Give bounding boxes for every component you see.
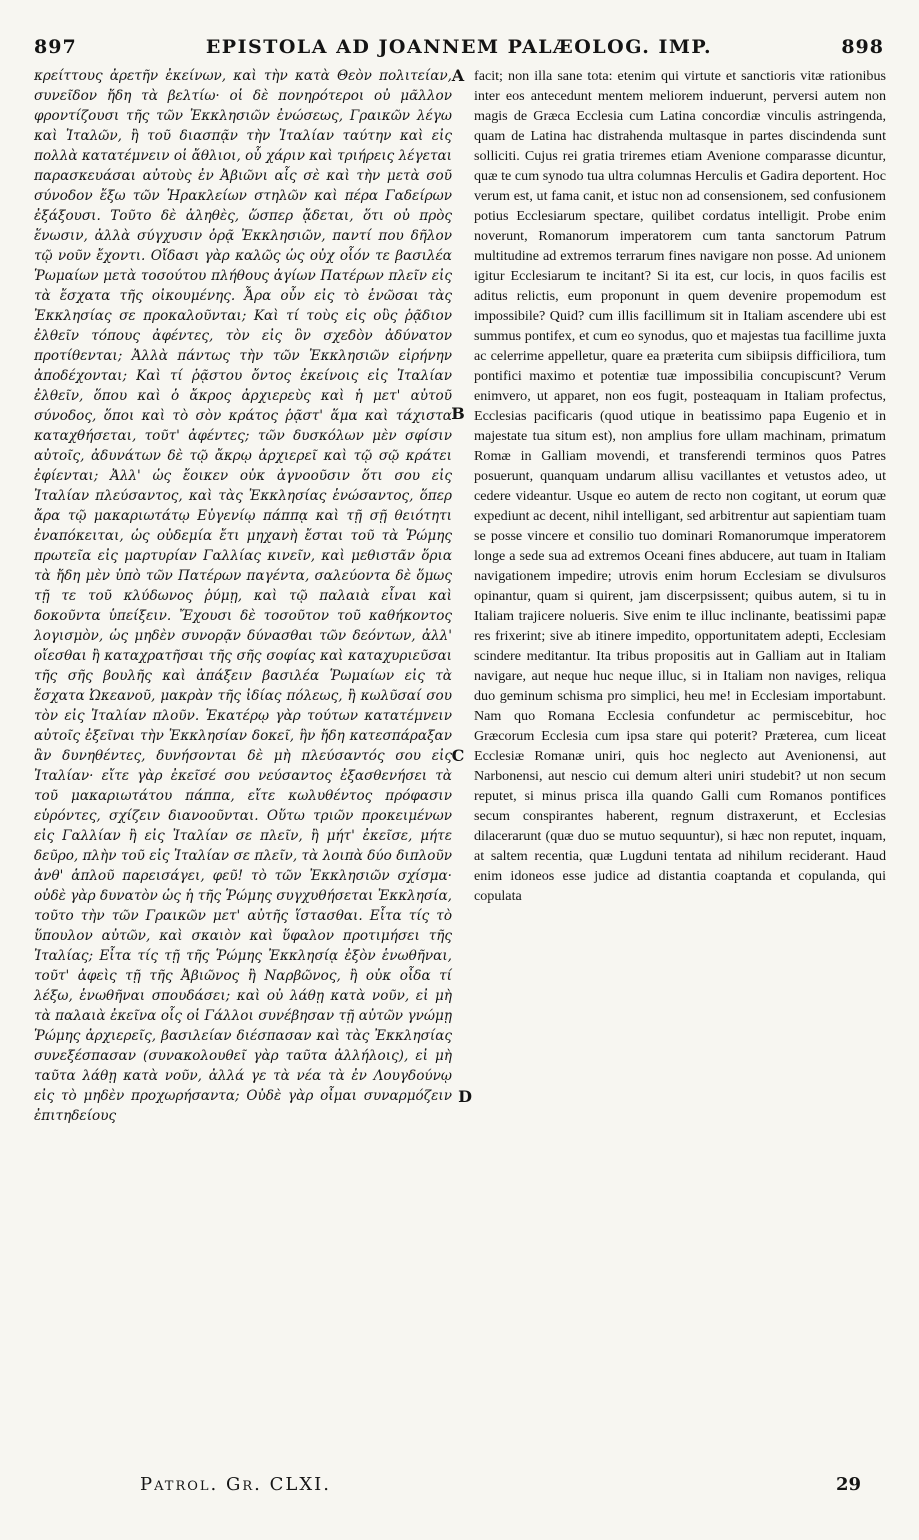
section-marker-c: C bbox=[451, 746, 465, 765]
page-number-left: 897 bbox=[34, 36, 77, 58]
running-title: EPISTOLA AD JOANNEM PALÆOLOG. IMP. bbox=[205, 36, 713, 58]
section-marker-a: A bbox=[451, 66, 465, 85]
latin-text: facit; non illa sane tota: etenim qui virtute et sanctioris vitæ rationibus inter eos antecedunt mentem meliorem induerunt, perversi autem non magis de Græca Ecclesia cum Latina concordiæ vinculis astringenda, quam de Latina hac distrahenda multasque in partes discindenda sunt solliciti. Cujus rei gratia triremes etiam Avenione comparasse dicuntur, quæ te cum synodo tua ultra columnas Herculis et Gadira deportent. Hoc verum est, ut fama canit, et istuc non ad consensionem, sed confusionem potius Ecclesiarum spectare, quilibet cordatus intelligit. Probe enim noverunt, Romanorum imperatorem cum tanta sanctorum Patrum multitudine ad extremos terrarum fines navigare non posse. Ad unionem igitur Ecclesiarum te incitant? Si ita est, cur locis, in quos facilis est aditus relictis, eum proponunt in quem devenire propemodum est impossibile? Quid? cum illis facillimum sit in Italiam ascendere ubi est summus pontifex, et cum eo synodus, quo et majestas tua facillime juxta ac celerrime appelletur, quare ea præterita cum sibiipsis difficiliora, tum pontifici maximo et potentiæ tuæ impossibilia concupiscunt? Verum enimvero, ut apparet, non eos fugit, posteaquam in Italiam profectus, Ecclesias pacificaris (quod utique in beatissimo papa Eugenio et in majestate tua situm est), non amplius fore ullam machinam, primatum Romæ in Galliam movendi, et transferendi terminos quos Patres posuerunt, quanquam undarum allisu vacillantes et vetustos adeo, ut cedere videantur. Usque eo autem de recto non cogitant, ut eorum quæ expediunt ac decent, nihil intelligant, sed arbitrentur aut sapientiam tuam se posse vincere et consilio tuo dominari Romanorumque imperatorem longe a sede sua ad extremos Oceani fines abducere, aut tuam in Italiam navigationem impedire; utrovis enim horum Ecclesiam se divulsuros opinantur, quam si quirent, jam discerpsissent; quibus autem, si tu in Italiam trajicere nolueris. Sive enim te illuc inclinante, beatissimi papæ res frixerint; sive ab itinere impedito, opportunitatem adepti, Ecclesiam scindere meditantur. Ita tribus propositis aut in Galliam aut in Italiam navigare, aut neque huc neque illuc, si in Italiam non naviges, reliqua duo geminum schisma pro simplici, heu me! in Ecclesiam importabunt. Nam quo Romana Ecclesia confundetur ac permiscebitur, hoc Græcorum Ecclesia cum ipsa stare qui poterit? Præterea, cum liceat Ecclesiæ Romanæ uniri, quis hoc neglecto aut Avenionensi, aut Narbonensi, aut nescio cui demum alteri uniri studebit? ut non secum reputet, si minus prisca illa quando Galli cum Romanos pontifices secum conspirantes haberent, regnum distraxerunt, et Ecclesias dilacerarunt (quæ duo se mutuo sequuntur), si hæc non reputet, inquam, at saltem recentia, quæ Lugduni tentata ad nihilum reciderant. Haud enim idoneos esse judice ad distantia coaptanda et copulanda, qui copulata bbox=[474, 68, 886, 904]
latin-column bbox=[474, 66, 886, 906]
footer-signature: 29 bbox=[836, 1474, 862, 1495]
section-marker-b: B bbox=[451, 404, 465, 423]
page-header bbox=[34, 34, 884, 58]
greek-text: κρείττους ἀρετῆν ἐκείνων, καὶ τὴν κατὰ Θεὸν πολιτείαν, συνεῖδον ἤδη τὰ βελτίω· οἱ δὲ πονηρότεροι οὐ μᾶλλον φροντίζουσι τῆς τῶν Ἐκκλησιῶν ἐνώσεως, Γραικῶν λέγω καὶ Ἰταλῶν, ἢ τοῦ διασπᾷν τὴν Ἰταλίαν ταύτην καὶ εἰς πολλὰ κατατέμνειν οἱ ἄθλιοι, οὗ χάριν καὶ τριήρεις λέγεται παρασκευάσαι αὐτοὺς ἐν Ἀβιῶνι αἷς σὲ καὶ τὴν μετὰ σοῦ σύνοδον ἔξω τῶν Ἡρακλείων στηλῶν καὶ πέρα Γαδείρων ἐξάξουσι. Τοῦτο δὲ ἀληθὲς, ὥσπερ ᾄδεται, ὅτι οὐ πρὸς ἕνωσιν, ἀλλὰ σύγχυσιν ὁρᾷ Ἐκκλησιῶν, παντί που δῆλον τῷ νοῦν ἔχοντι. Οἴδασι γὰρ καλῶς ὡς οὐχ οἷόν τε βασιλέα Ῥωμαίων μετὰ τοσούτου πλήθους ἁγίων Πατέρων πλεῖν εἰς τὰ ἔσχατα τῆς οἰκουμένης. Ἆρα οὖν εἰς τὸ ἑνῶσαι τὰς Ἐκκλησίας σε προκαλοῦνται; Καὶ τί τοὺς εἰς οὓς ῥᾷδιον ἐλθεῖν τόπους ἀφέντες, τὸν εἰς ὃν σχεδὸν ἀδύνατον προτίθενται; Ἀλλὰ πάντως τὴν τῶν Ἐκκλησιῶν εἰρήνην ἀποδέχονται; Καὶ τί ῥᾷστου ὄντος ἐκείνοις εἰς Ἰταλίαν ἐλθεῖν, ὅπου καὶ ὁ ἄκρος ἀρχιερεὺς καὶ ἡ μετ' αὐτοῦ σύνοδος, ὅποι καὶ τὸ σὸν κράτος ῥᾷστ' ἅμα καὶ τάχιστα καταχθήσεται, τοῦτ' ἀφέντες; τῶν δυσκόλων μὲν σφίσιν αὐτοῖς, ἀδυνάτων δὲ τῷ ἄκρῳ ἀρχιερεῖ καὶ τῷ σῷ κράτει ἐφίενται; Ἀλλ' ὡς ἔοικεν οὐκ ἀγνοοῦσιν ὅτι σου εἰς Ἰταλίαν πλεύσαντος, καὶ τὰς Ἐκκλησίας ἑνώσαντος, ὅπερ ἄρα τῷ μακαριωτάτῳ Εὐγενίῳ πάππᾳ καὶ τῇ σῇ θειότητι ἐναπόκειται, ὡς οὐδεμία ἔτι μηχανὴ ἔσται τοῦ τὰ Ῥώμης πρωτεῖα εἰς μαρτυρίαν Γαλλίας κινεῖν, καὶ μεθιστᾶν ὅρια τὰ ἤδη μὲν ὑπὸ τῶν Πατέρων παγέντα, σαλεύοντα δὲ ὅμως τῇ τε τοῦ κλύδωνος ῥύμῃ, καὶ τῷ παλαιὰ εἶναι καὶ δοκοῦντα ὑπείξειν. Ἔχουσι δὲ τοσοῦτον τοῦ καθήκοντος λογισμὸν, ὡς μηδὲν συνορᾷν δύνασθαι τῶν δεόντων, ἀλλ' οἴεσθαι ἢ καταχρατῆσαι τῆς σῆς σοφίας καὶ καταχυριεῦσαι τῆς σῆς βουλῆς καὶ ἀπάξειν βασιλέα Ῥωμαίων εἰς τὰ ἔσχατα Ὠκεανοῦ, μακρὰν τῆς ἰδίας πόλεως, ἢ κωλῦσαί σου τὸν εἰς Ἰταλίαν πλοῦν. Ἑκατέρῳ γὰρ τούτων κατατέμνειν αὐτοῖς ἐξεῖναι τὴν Ἐκκλησίαν δοκεῖ, ἣν ἤδη κατεσπάραξαν ἂν δυνηθέντες, δυνήσονται δὲ μὴ πλεύσαντός σου εἰς Ἰταλίαν· εἴτε γὰρ ἐκεῖσέ σου νεύσαντος ἐξασθενήσει τὰ τοῦ μακαριωτάτου πάππα, εἴτε κωλυθέντος πρόφασιν εὑρόντες, σχίζειν διανοοῦνται. Οὕτω τριῶν προκειμένων εἰς Γαλλίαν ἢ εἰς Ἰταλίαν σε πλεῖν, ἢ μήτ' ἐκεῖσε, μήτε δεῦρο, πλὴν τοῦ εἰς Ἰταλίαν σε πλεῖν, τὰ λοιπὰ δύο διπλοῦν ἀνθ' ἁπλοῦ παρεισάγει, φεῦ! τὸ τῶν Ἐκκλησιῶν σχίσμα· οὐδὲ γὰρ δυνατὸν ὡς ἡ τῆς Ῥώμης συγχυθήσεται Ἐκκλησία, τοῦτο τὴν τῶν Γραικῶν μετ' αὐτῆς ἵστασθαι. Εἶτα τίς τὸ ὕπουλον αὐτῶν, καὶ σκαιὸν καὶ ὕφαλον προτιμήσει τῆς Ἰταλίας; Εἶτα τίς τῇ τῆς Ῥώμης Ἐκκλησίᾳ ἐξὸν ἑνωθῆναι, τοῦτ' ἀφεὶς τῇ τῆς Ἀβιῶνος ἢ Ναρβῶνος, ἢ οὐκ οἶδα τί λέξω, ἑνωθῆναι σπουδάσει; καὶ οὐ λάθῃ κατὰ νοῦν, εἰ μὴ τὰ παλαιὰ ἐκεῖνα οἷς οἱ Γάλλοι συνέβησαν τῇ αὐτῶν γνώμῃ Ῥώμης ἀρχιερεῖς, βασιλείαν διέσπασαν καὶ τὰς Ἐκκλησίας συνεξέσπασαν (συνακολουθεῖ γὰρ ταῦτα ἀλλήλοις), εἰ μὴ ταῦτα λάθῃ κατὰ νοῦν, ἀλλά γε τὰ νέα τὰ ἐν Λουγδούνῳ εἰς τὸ μηδὲν προχωρήσαντα; Οὐδὲ γὰρ οἶμαι συναρμόζειν ἐπιτηδείους bbox=[34, 68, 452, 1124]
section-marker-d: D bbox=[458, 1087, 472, 1106]
greek-column bbox=[34, 66, 452, 1126]
page-number-right: 898 bbox=[841, 36, 884, 58]
footer-source: Patrol. Gr. CLXI. bbox=[140, 1474, 331, 1495]
